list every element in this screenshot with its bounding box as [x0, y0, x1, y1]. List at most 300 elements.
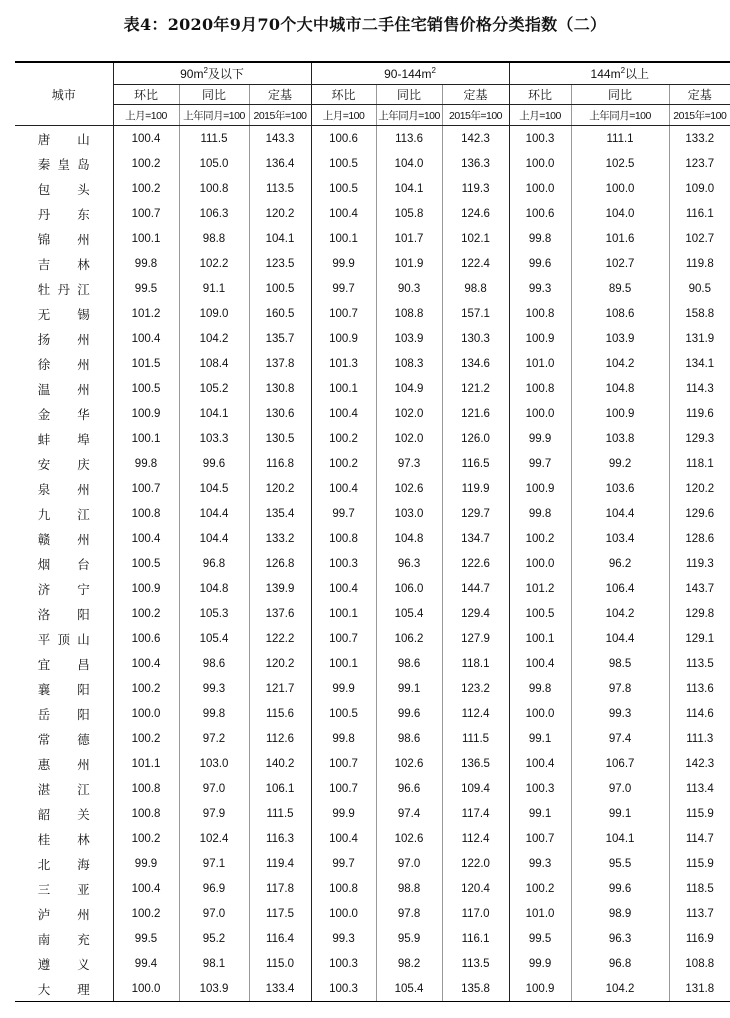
- value-cell: 100.0: [509, 701, 571, 726]
- value-cell: 99.9: [509, 426, 571, 451]
- value-cell: 140.2: [249, 751, 311, 776]
- value-cell: 96.3: [571, 926, 669, 951]
- value-cell: 98.6: [179, 651, 249, 676]
- table-row: [15, 351, 730, 376]
- table-row: [15, 626, 730, 651]
- value-cell: 111.5: [179, 126, 249, 152]
- value-cell: 104.4: [571, 501, 669, 526]
- value-cell: 117.8: [249, 876, 311, 901]
- value-cell: 106.4: [571, 576, 669, 601]
- value-cell: 100.7: [311, 776, 376, 801]
- value-cell: 123.7: [669, 151, 730, 176]
- value-cell: 101.7: [376, 226, 442, 251]
- value-cell: 100.5: [311, 151, 376, 176]
- value-cell: 100.2: [311, 451, 376, 476]
- value-cell: 99.6: [571, 876, 669, 901]
- value-cell: 99.6: [376, 701, 442, 726]
- value-cell: 95.2: [179, 926, 249, 951]
- value-cell: 102.5: [571, 151, 669, 176]
- value-cell: 115.6: [249, 701, 311, 726]
- value-cell: 104.1: [249, 226, 311, 251]
- table-row: [15, 126, 730, 152]
- value-cell: 142.3: [669, 751, 730, 776]
- value-cell: 116.9: [669, 926, 730, 951]
- base-header: 上年同月=100: [376, 105, 442, 126]
- value-cell: 113.5: [249, 176, 311, 201]
- city-cell: [15, 676, 113, 701]
- city-name: 安庆: [37, 457, 90, 472]
- city-cell: [15, 276, 113, 301]
- city-cell: [15, 626, 113, 651]
- value-cell: 95.9: [376, 926, 442, 951]
- table-row: [15, 951, 730, 976]
- city-cell: [15, 401, 113, 426]
- value-cell: 98.6: [376, 726, 442, 751]
- value-cell: 123.2: [442, 676, 509, 701]
- value-cell: 100.1: [311, 651, 376, 676]
- value-cell: 101.3: [311, 351, 376, 376]
- value-cell: 98.8: [442, 276, 509, 301]
- value-cell: 136.3: [442, 151, 509, 176]
- value-cell: 126.8: [249, 551, 311, 576]
- city-name: 唐山: [37, 132, 90, 147]
- value-cell: 104.1: [179, 401, 249, 426]
- value-cell: 129.6: [669, 501, 730, 526]
- value-cell: 97.0: [179, 776, 249, 801]
- city-name: 济宁: [37, 582, 90, 597]
- table-row: [15, 876, 730, 901]
- value-cell: 103.3: [179, 426, 249, 451]
- value-cell: 105.2: [179, 376, 249, 401]
- value-cell: 100.5: [311, 176, 376, 201]
- value-cell: 100.4: [311, 401, 376, 426]
- value-cell: 122.2: [249, 626, 311, 651]
- city-cell: [15, 451, 113, 476]
- city-name: 金华: [37, 407, 90, 422]
- sub-header: 定基: [669, 85, 730, 105]
- city-name: 包头: [37, 182, 90, 197]
- value-cell: 109.0: [669, 176, 730, 201]
- city-cell: [15, 226, 113, 251]
- header-row-groups: [15, 62, 730, 85]
- value-cell: 100.9: [113, 576, 179, 601]
- value-cell: 100.3: [311, 551, 376, 576]
- value-cell: 130.5: [249, 426, 311, 451]
- value-cell: 97.3: [376, 451, 442, 476]
- value-cell: 104.2: [571, 351, 669, 376]
- value-cell: 137.6: [249, 601, 311, 626]
- value-cell: 99.9: [509, 951, 571, 976]
- value-cell: 105.4: [179, 626, 249, 651]
- value-cell: 119.4: [249, 851, 311, 876]
- value-cell: 97.0: [376, 851, 442, 876]
- value-cell: 116.3: [249, 826, 311, 851]
- city-name: 泸州: [37, 907, 90, 922]
- city-cell: [15, 726, 113, 751]
- value-cell: 102.6: [376, 476, 442, 501]
- value-cell: 129.4: [442, 601, 509, 626]
- value-cell: 106.7: [571, 751, 669, 776]
- value-cell: 105.4: [376, 601, 442, 626]
- value-cell: 108.8: [669, 951, 730, 976]
- city-cell: [15, 826, 113, 851]
- value-cell: 100.0: [311, 901, 376, 926]
- value-cell: 116.5: [442, 451, 509, 476]
- value-cell: 114.7: [669, 826, 730, 851]
- value-cell: 100.7: [311, 751, 376, 776]
- table-row: [15, 301, 730, 326]
- value-cell: 100.2: [113, 601, 179, 626]
- city-cell: [15, 151, 113, 176]
- city-cell: [15, 951, 113, 976]
- value-cell: 99.4: [113, 951, 179, 976]
- value-cell: 104.4: [571, 626, 669, 651]
- value-cell: 100.9: [571, 401, 669, 426]
- value-cell: 99.1: [571, 801, 669, 826]
- value-cell: 99.7: [311, 276, 376, 301]
- value-cell: 99.5: [509, 926, 571, 951]
- value-cell: 130.8: [249, 376, 311, 401]
- value-cell: 96.9: [179, 876, 249, 901]
- city-cell: [15, 376, 113, 401]
- value-cell: 99.6: [509, 251, 571, 276]
- value-cell: 99.8: [113, 451, 179, 476]
- value-cell: 100.4: [113, 326, 179, 351]
- value-cell: 100.9: [509, 326, 571, 351]
- base-header: 上年同月=100: [179, 105, 249, 126]
- value-cell: 100.5: [311, 701, 376, 726]
- value-cell: 100.4: [311, 476, 376, 501]
- table-row: [15, 601, 730, 626]
- value-cell: 104.8: [376, 526, 442, 551]
- value-cell: 101.5: [113, 351, 179, 376]
- value-cell: 102.4: [179, 826, 249, 851]
- value-cell: 133.4: [249, 976, 311, 1002]
- value-cell: 113.5: [442, 951, 509, 976]
- value-cell: 160.5: [249, 301, 311, 326]
- value-cell: 97.9: [179, 801, 249, 826]
- value-cell: 122.6: [442, 551, 509, 576]
- value-cell: 104.4: [179, 501, 249, 526]
- value-cell: 100.0: [113, 701, 179, 726]
- city-name: 韶关: [37, 807, 90, 822]
- value-cell: 114.6: [669, 701, 730, 726]
- value-cell: 143.3: [249, 126, 311, 152]
- city-name: 大理: [37, 982, 90, 997]
- table-row: [15, 926, 730, 951]
- value-cell: 97.4: [376, 801, 442, 826]
- base-header: 2015年=100: [249, 105, 311, 126]
- city-name: 平顶山: [37, 632, 90, 647]
- value-cell: 99.3: [509, 276, 571, 301]
- value-cell: 97.8: [571, 676, 669, 701]
- value-cell: 96.8: [571, 951, 669, 976]
- value-cell: 99.8: [179, 701, 249, 726]
- value-cell: 100.2: [113, 151, 179, 176]
- value-cell: 100.5: [113, 376, 179, 401]
- value-cell: 143.7: [669, 576, 730, 601]
- value-cell: 130.6: [249, 401, 311, 426]
- city-name: 丹东: [37, 207, 90, 222]
- group-header: $144m^2$以上: [509, 62, 730, 85]
- value-cell: 100.4: [113, 651, 179, 676]
- city-cell: [15, 976, 113, 1002]
- value-cell: 100.2: [311, 426, 376, 451]
- city-name: 秦皇岛: [37, 157, 90, 172]
- value-cell: 100.9: [113, 401, 179, 426]
- value-cell: 100.5: [509, 601, 571, 626]
- value-cell: 99.3: [509, 851, 571, 876]
- value-cell: 119.3: [442, 176, 509, 201]
- city-cell: [15, 176, 113, 201]
- table-row: [15, 501, 730, 526]
- value-cell: 115.0: [249, 951, 311, 976]
- value-cell: 91.1: [179, 276, 249, 301]
- value-cell: 129.8: [669, 601, 730, 626]
- value-cell: 98.8: [179, 226, 249, 251]
- city-cell: [15, 551, 113, 576]
- base-header: 上月=100: [113, 105, 179, 126]
- value-cell: 101.2: [113, 301, 179, 326]
- table-row: [15, 426, 730, 451]
- city-cell: [15, 801, 113, 826]
- city-cell: [15, 601, 113, 626]
- table-row: [15, 776, 730, 801]
- value-cell: 100.3: [311, 951, 376, 976]
- value-cell: 130.3: [442, 326, 509, 351]
- city-name: 蚌埠: [37, 432, 90, 447]
- value-cell: 100.8: [509, 376, 571, 401]
- value-cell: 99.1: [509, 801, 571, 826]
- value-cell: 106.0: [376, 576, 442, 601]
- value-cell: 100.2: [113, 676, 179, 701]
- value-cell: 121.7: [249, 676, 311, 701]
- city-name: 岳阳: [37, 707, 90, 722]
- value-cell: 100.3: [509, 776, 571, 801]
- city-name: 扬州: [37, 332, 90, 347]
- value-cell: 100.9: [311, 326, 376, 351]
- value-cell: 100.2: [113, 176, 179, 201]
- city-name: 襄阳: [37, 682, 90, 697]
- sub-header: 同比: [376, 85, 442, 105]
- value-cell: 116.1: [669, 201, 730, 226]
- value-cell: 122.4: [442, 251, 509, 276]
- value-cell: 100.0: [509, 401, 571, 426]
- value-cell: 100.5: [249, 276, 311, 301]
- value-cell: 108.3: [376, 351, 442, 376]
- value-cell: 113.5: [669, 651, 730, 676]
- value-cell: 112.4: [442, 701, 509, 726]
- value-cell: 99.3: [179, 676, 249, 701]
- city-cell: [15, 301, 113, 326]
- value-cell: 99.9: [113, 851, 179, 876]
- value-cell: 103.6: [571, 476, 669, 501]
- city-name: 徐州: [37, 357, 90, 372]
- value-cell: 104.1: [376, 176, 442, 201]
- value-cell: 100.4: [113, 126, 179, 152]
- value-cell: 97.4: [571, 726, 669, 751]
- city-cell: [15, 576, 113, 601]
- value-cell: 100.1: [311, 226, 376, 251]
- value-cell: 136.5: [442, 751, 509, 776]
- value-cell: 105.4: [376, 976, 442, 1002]
- sub-header: 同比: [571, 85, 669, 105]
- value-cell: 119.3: [669, 551, 730, 576]
- value-cell: 102.0: [376, 401, 442, 426]
- value-cell: 129.7: [442, 501, 509, 526]
- value-cell: 104.9: [376, 376, 442, 401]
- table-row: [15, 751, 730, 776]
- superscript: 2: [203, 66, 208, 75]
- value-cell: 131.8: [669, 976, 730, 1002]
- value-cell: 120.2: [249, 201, 311, 226]
- value-cell: 129.3: [669, 426, 730, 451]
- value-cell: 100.1: [311, 376, 376, 401]
- header-row-sub: [15, 85, 730, 105]
- value-cell: 113.4: [669, 776, 730, 801]
- table-row: [15, 176, 730, 201]
- value-cell: 119.6: [669, 401, 730, 426]
- value-cell: 108.4: [179, 351, 249, 376]
- base-header: 上月=100: [509, 105, 571, 126]
- value-cell: 104.2: [571, 601, 669, 626]
- table-row: [15, 576, 730, 601]
- value-cell: 124.6: [442, 201, 509, 226]
- value-cell: 123.5: [249, 251, 311, 276]
- value-cell: 116.1: [442, 926, 509, 951]
- table-row: [15, 151, 730, 176]
- value-cell: 98.6: [376, 651, 442, 676]
- value-cell: 106.3: [179, 201, 249, 226]
- value-cell: 101.0: [509, 901, 571, 926]
- value-cell: 99.9: [311, 801, 376, 826]
- table-row: [15, 901, 730, 926]
- table-row: [15, 276, 730, 301]
- value-cell: 100.4: [113, 876, 179, 901]
- value-cell: 100.7: [311, 626, 376, 651]
- value-cell: 118.5: [669, 876, 730, 901]
- city-name: 宜昌: [37, 657, 90, 672]
- value-cell: 96.8: [179, 551, 249, 576]
- value-cell: 99.9: [311, 251, 376, 276]
- value-cell: 99.8: [113, 251, 179, 276]
- superscript: 2: [620, 66, 626, 75]
- value-cell: 100.4: [509, 751, 571, 776]
- value-cell: 100.8: [113, 501, 179, 526]
- value-cell: 100.8: [311, 526, 376, 551]
- city-name: 桂林: [37, 832, 90, 847]
- value-cell: 100.4: [311, 201, 376, 226]
- sub-header: 环比: [311, 85, 376, 105]
- sub-header: 定基: [442, 85, 509, 105]
- value-cell: 100.0: [509, 551, 571, 576]
- value-cell: 100.4: [509, 651, 571, 676]
- table-row: [15, 476, 730, 501]
- city-cell: [15, 876, 113, 901]
- value-cell: 99.5: [113, 926, 179, 951]
- value-cell: 100.0: [571, 176, 669, 201]
- value-cell: 100.9: [509, 976, 571, 1002]
- value-cell: 104.2: [179, 326, 249, 351]
- city-name: 北海: [37, 857, 90, 872]
- value-cell: 96.3: [376, 551, 442, 576]
- city-name: 惠州: [37, 757, 90, 772]
- value-cell: 100.8: [179, 176, 249, 201]
- price-index-table: [15, 61, 730, 1002]
- city-name: 无锡: [37, 307, 90, 322]
- value-cell: 109.4: [442, 776, 509, 801]
- value-cell: 102.1: [442, 226, 509, 251]
- city-cell: [15, 651, 113, 676]
- value-cell: 104.5: [179, 476, 249, 501]
- value-cell: 137.8: [249, 351, 311, 376]
- value-cell: 102.6: [376, 751, 442, 776]
- city-name: 常德: [37, 732, 90, 747]
- value-cell: 116.8: [249, 451, 311, 476]
- superscript: 2: [431, 65, 436, 75]
- city-name: 泉州: [37, 482, 90, 497]
- city-name: 烟台: [37, 557, 90, 572]
- value-cell: 100.1: [509, 626, 571, 651]
- value-cell: 115.9: [669, 851, 730, 876]
- value-cell: 90.5: [669, 276, 730, 301]
- value-cell: 98.5: [571, 651, 669, 676]
- value-cell: 99.3: [311, 926, 376, 951]
- value-cell: 158.8: [669, 301, 730, 326]
- value-cell: 98.1: [179, 951, 249, 976]
- value-cell: 100.4: [311, 826, 376, 851]
- value-cell: 119.9: [442, 476, 509, 501]
- value-cell: 100.2: [113, 901, 179, 926]
- value-cell: 103.4: [571, 526, 669, 551]
- table-row: [15, 851, 730, 876]
- value-cell: 97.8: [376, 901, 442, 926]
- value-cell: 105.8: [376, 201, 442, 226]
- value-cell: 102.6: [376, 826, 442, 851]
- value-cell: 117.4: [442, 801, 509, 826]
- city-name: 牡丹江: [37, 282, 90, 297]
- city-cell: [15, 351, 113, 376]
- value-cell: 100.5: [113, 551, 179, 576]
- value-cell: 97.1: [179, 851, 249, 876]
- city-name: 南充: [37, 932, 90, 947]
- value-cell: 100.1: [113, 426, 179, 451]
- value-cell: 100.7: [113, 201, 179, 226]
- value-cell: 100.6: [113, 626, 179, 651]
- value-cell: 100.6: [311, 126, 376, 152]
- value-cell: 103.0: [179, 751, 249, 776]
- value-cell: 134.7: [442, 526, 509, 551]
- value-cell: 102.7: [571, 251, 669, 276]
- city-cell: [15, 501, 113, 526]
- value-cell: 98.9: [571, 901, 669, 926]
- value-cell: 116.4: [249, 926, 311, 951]
- value-cell: 111.5: [442, 726, 509, 751]
- value-cell: 106.2: [376, 626, 442, 651]
- value-cell: 105.0: [179, 151, 249, 176]
- value-cell: 112.6: [249, 726, 311, 751]
- sub-header: 环比: [113, 85, 179, 105]
- value-cell: 135.8: [442, 976, 509, 1002]
- value-cell: 100.8: [113, 776, 179, 801]
- value-cell: 100.0: [113, 976, 179, 1002]
- value-cell: 89.5: [571, 276, 669, 301]
- value-cell: 133.2: [249, 526, 311, 551]
- value-cell: 118.1: [669, 451, 730, 476]
- value-cell: 104.2: [571, 976, 669, 1002]
- table-title: 表4：2020年9月70个大中城市二手住宅销售价格分类指数（二）: [123, 15, 607, 34]
- city-name: 湛江: [37, 782, 90, 797]
